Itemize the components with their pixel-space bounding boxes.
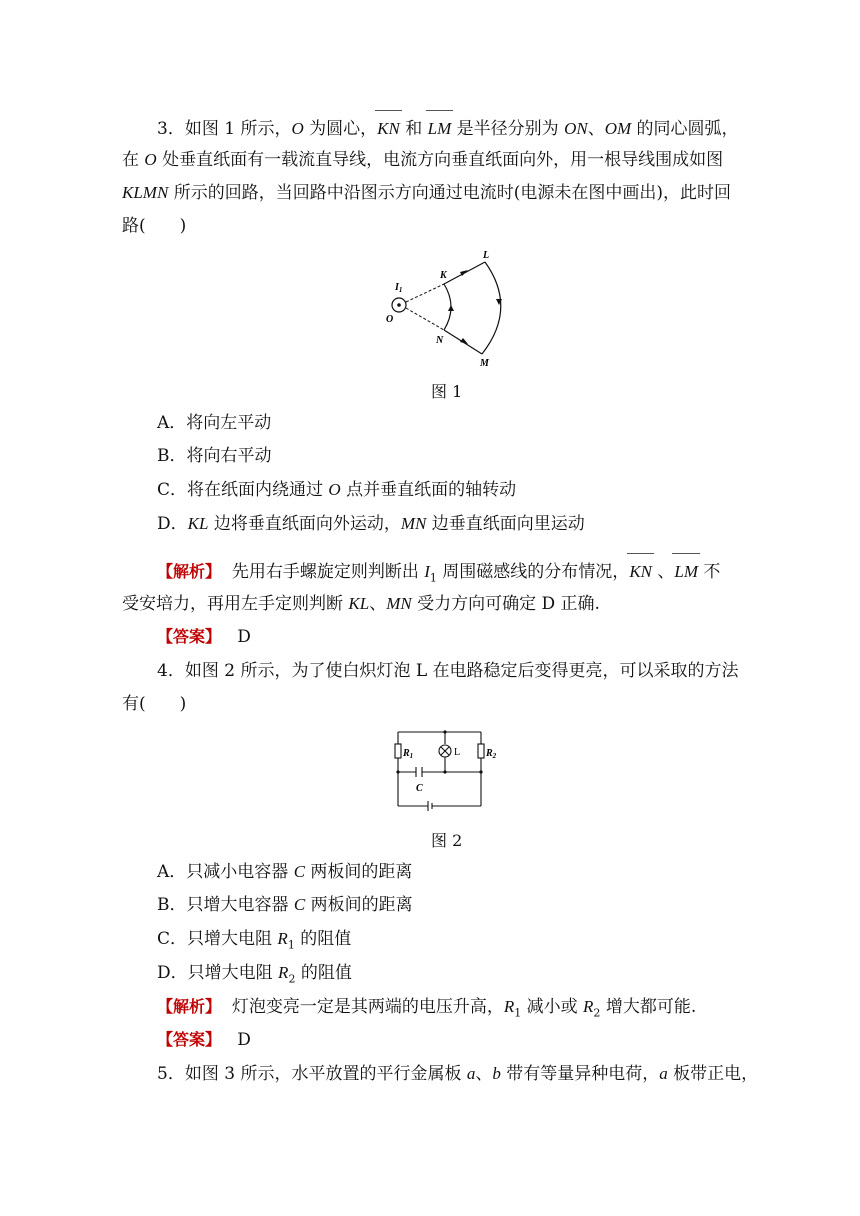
var-b: b bbox=[492, 1064, 501, 1083]
label-m: M bbox=[480, 358, 489, 369]
text: 为圆心， bbox=[303, 119, 378, 139]
text: 3．如图 1 所示， bbox=[157, 119, 292, 139]
var-kl: KL bbox=[187, 514, 209, 533]
q3-analysis-line-1 bbox=[157, 559, 720, 589]
figure-2-caption: 图 2 bbox=[431, 831, 463, 850]
text: 两板间的距离 bbox=[305, 895, 413, 915]
text: 板带正电， bbox=[667, 1064, 759, 1084]
var-a: a bbox=[659, 1064, 668, 1083]
label-l: L bbox=[483, 250, 490, 261]
var-i: I bbox=[424, 562, 430, 581]
text: 不 bbox=[698, 562, 721, 582]
var-o: O bbox=[328, 480, 341, 499]
label-r1: $R_1$ bbox=[403, 748, 414, 760]
text: 受安培力，再用左手定则判断 bbox=[122, 594, 349, 614]
text: 处垂直纸面有一载流直导线，电流方向垂直纸面向外，用一根导线围成如图 bbox=[156, 150, 724, 170]
dashed-on bbox=[406, 308, 444, 330]
arc-kn: KN bbox=[377, 116, 400, 140]
text: 周围磁感线的分布情况， bbox=[436, 562, 630, 582]
arc-kn: KN bbox=[629, 559, 652, 583]
text: 、 bbox=[587, 119, 605, 139]
text: A．只减小电容器 bbox=[157, 862, 294, 882]
text: 所示的回路，当回路中沿图示方向通过电流时(电源未在图中画出)，此时回 bbox=[168, 183, 731, 203]
sub-1: 1 bbox=[514, 1006, 522, 1020]
text: 5．如图 3 所示，水平放置的平行金属板 bbox=[157, 1064, 467, 1084]
text: C．将在纸面内绕通过 bbox=[157, 480, 329, 500]
var-r1: R bbox=[503, 997, 515, 1016]
text: D．只增大电阻 bbox=[157, 963, 279, 983]
analysis-tag: 【解析】 bbox=[157, 562, 222, 581]
answer-value: D bbox=[237, 627, 251, 647]
text: 先用右手螺旋定则判断出 bbox=[231, 562, 425, 582]
answer-tag: 【答案】 bbox=[157, 627, 222, 646]
text: 的阻值 bbox=[294, 929, 352, 949]
var-mn: MN bbox=[386, 594, 412, 613]
q4-line-2: 有( ) bbox=[122, 694, 187, 714]
text: 边将垂直纸面向外运动， bbox=[208, 514, 401, 534]
q3-option-a: A．将向左平动 bbox=[157, 413, 272, 433]
wire-dot bbox=[397, 303, 401, 307]
text: 的阻值 bbox=[295, 963, 352, 983]
label-r2: $R_2$ bbox=[486, 748, 497, 760]
figure-1-caption: 图 1 bbox=[431, 382, 463, 401]
q3-option-d bbox=[157, 513, 585, 535]
var-klmn: KLMN bbox=[122, 183, 169, 202]
text: 点并垂直纸面的轴转动 bbox=[340, 480, 517, 500]
text: 受力方向可确定 D 正确. bbox=[411, 594, 600, 614]
var-a: a bbox=[466, 1064, 476, 1083]
var-kl: KL bbox=[348, 594, 370, 613]
label-o: O bbox=[386, 314, 394, 325]
text: C．只增大电阻 bbox=[157, 929, 278, 949]
text: 增大都可能. bbox=[600, 997, 697, 1017]
var-o: O bbox=[144, 150, 157, 169]
text: 边垂直纸面向里运动 bbox=[426, 514, 585, 534]
text: 、 bbox=[475, 1064, 493, 1084]
answer-tag: 【答案】 bbox=[157, 1030, 222, 1049]
var-om: OM bbox=[604, 119, 632, 138]
label-k: K bbox=[440, 270, 447, 281]
q4-option-a bbox=[157, 861, 412, 883]
text: 灯泡变亮一定是其两端的电压升高， bbox=[231, 997, 504, 1017]
text: D． bbox=[157, 514, 188, 534]
q4-line-1: 4．如图 2 所示，为了使白炽灯泡 L 在电路稳定后变得更亮，可以采取的方法 bbox=[157, 661, 739, 681]
text: 的同心圆弧， bbox=[631, 119, 739, 139]
sub-2: 2 bbox=[288, 972, 296, 986]
text: 、 bbox=[652, 562, 675, 582]
var-r2: R bbox=[583, 997, 594, 1016]
arc-lm: LM bbox=[428, 116, 452, 140]
dashed-ok bbox=[406, 284, 444, 302]
resistor-r2 bbox=[478, 744, 484, 758]
q3-line-3 bbox=[122, 182, 731, 204]
resistor-r1 bbox=[395, 744, 401, 758]
text: 和 bbox=[399, 119, 428, 139]
text: 带有等量异种电荷， bbox=[500, 1064, 660, 1084]
sub-1: 1 bbox=[287, 938, 295, 952]
text: 、 bbox=[369, 594, 387, 614]
arc-kn-line bbox=[444, 284, 451, 330]
arrow-nk bbox=[448, 305, 454, 311]
q3-option-c bbox=[157, 479, 516, 501]
q4-option-d bbox=[157, 962, 352, 990]
label-l: L bbox=[454, 747, 461, 758]
var-on: ON bbox=[564, 119, 588, 138]
var-c: C bbox=[293, 895, 306, 914]
label-n: N bbox=[436, 335, 444, 346]
analysis-tag: 【解析】 bbox=[157, 997, 222, 1016]
text: 两板间的距离 bbox=[305, 862, 413, 882]
var-o: O bbox=[291, 119, 304, 138]
q3-option-b: B．将向右平动 bbox=[157, 446, 272, 466]
var-r: R bbox=[278, 963, 289, 982]
label-i1: $I_1$ bbox=[395, 282, 403, 294]
text: B．只增大电容器 bbox=[157, 895, 294, 915]
figure-1-diagram bbox=[378, 248, 518, 372]
text: 减小或 bbox=[521, 997, 584, 1017]
figure-2-circuit bbox=[388, 730, 500, 812]
q3-line-4: 路( ) bbox=[122, 216, 187, 236]
q4-analysis bbox=[157, 996, 696, 1024]
q5-line-1 bbox=[157, 1063, 758, 1085]
q3-line-1 bbox=[157, 116, 739, 140]
var-r: R bbox=[277, 929, 288, 948]
q3-line-2 bbox=[122, 149, 723, 171]
var-mn: MN bbox=[400, 514, 427, 533]
sub-2: 2 bbox=[593, 1006, 601, 1020]
q3-answer bbox=[157, 626, 251, 648]
answer-value: D bbox=[237, 1030, 251, 1050]
arc-lm-line bbox=[482, 262, 501, 354]
arc-lm: LM bbox=[674, 559, 698, 583]
var-c: C bbox=[293, 862, 306, 881]
text: 在 bbox=[122, 150, 145, 170]
q4-answer bbox=[157, 1029, 251, 1051]
label-c: C bbox=[416, 783, 423, 794]
sub-1: 1 bbox=[429, 571, 437, 585]
q3-analysis-line-2 bbox=[122, 593, 600, 615]
text: 是半径分别为 bbox=[451, 119, 565, 139]
q4-option-b bbox=[157, 894, 413, 916]
q4-option-c bbox=[157, 928, 351, 956]
